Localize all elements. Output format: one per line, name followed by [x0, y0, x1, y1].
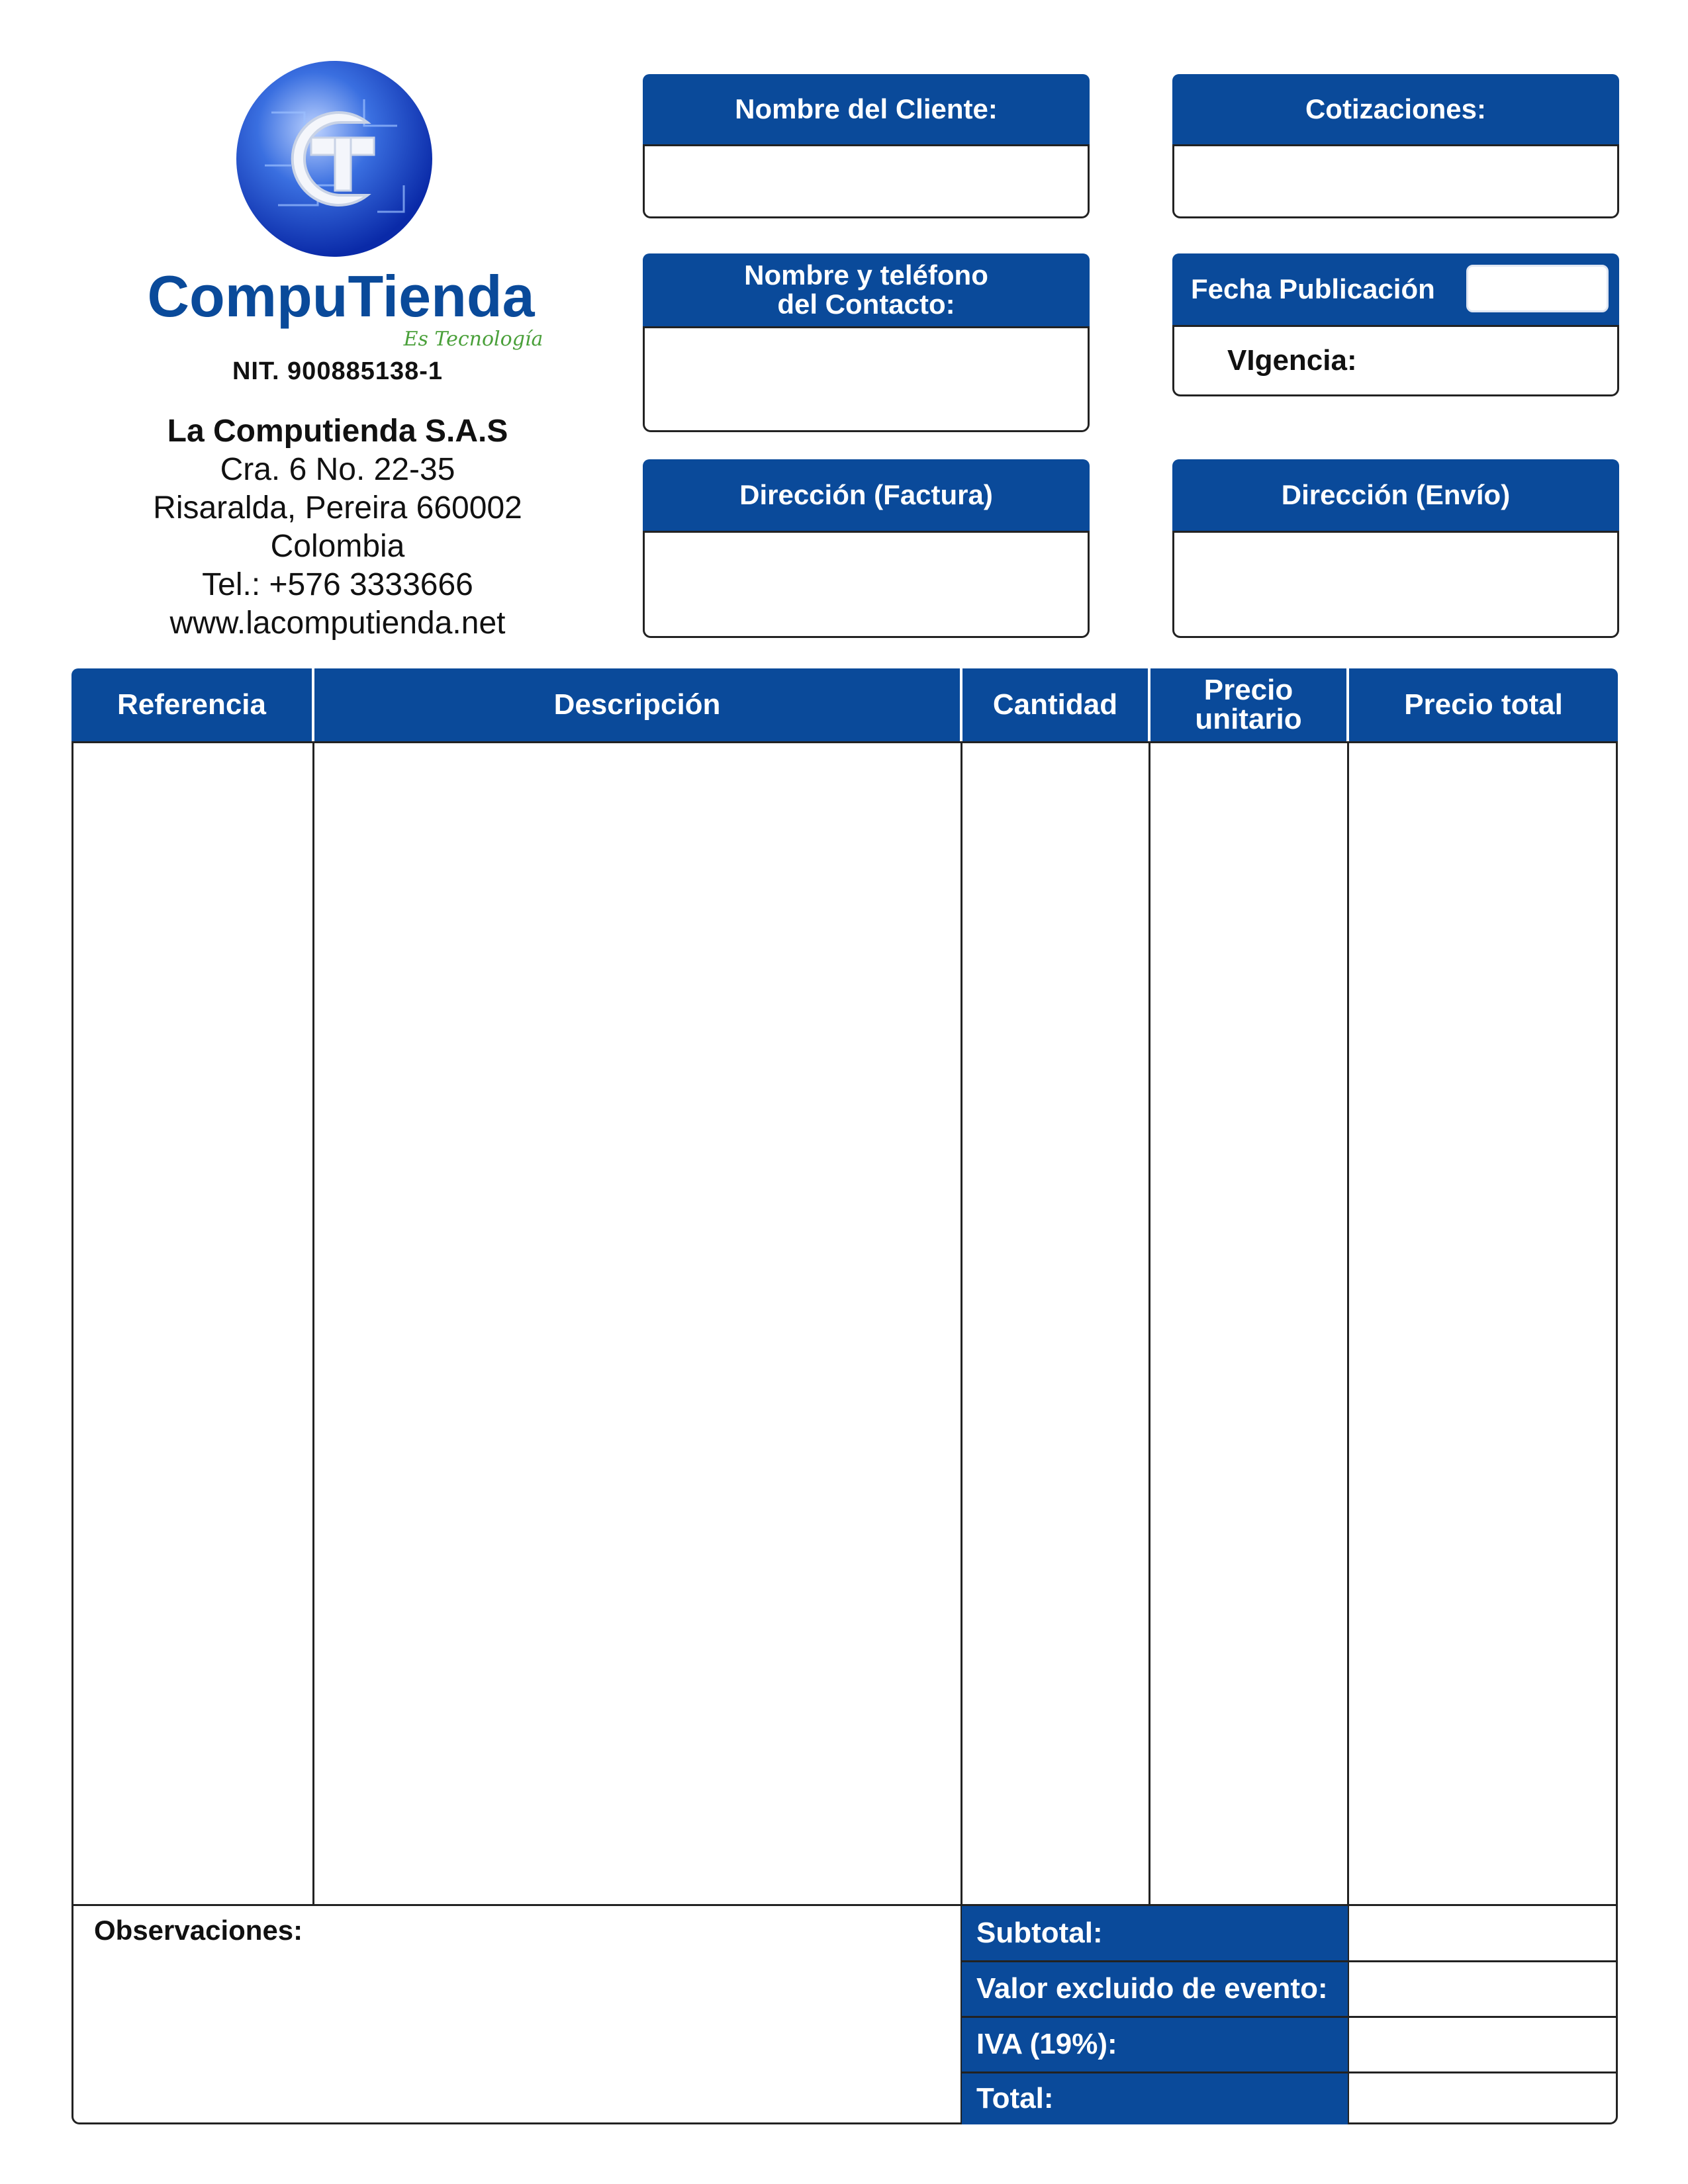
excluded-value[interactable]	[1349, 1962, 1616, 2016]
total-price-cell[interactable]	[1349, 743, 1616, 1904]
total-label: Total:	[962, 2073, 1348, 2124]
company-name: La Computienda S.A.S	[167, 414, 508, 449]
contact-label: Nombre y teléfono del Contacto:	[643, 253, 1090, 326]
observations-field[interactable]	[73, 1952, 961, 2122]
iva-label: IVA (19%):	[962, 2017, 1348, 2071]
col-header-total-price: Precio total	[1349, 668, 1618, 741]
billing-address-label: Dirección (Factura)	[643, 459, 1090, 531]
company-logo	[113, 60, 576, 357]
shipping-address-label: Dirección (Envío)	[1172, 459, 1619, 531]
reference-cell[interactable]	[73, 743, 312, 1904]
observations-label: Observaciones:	[94, 1915, 303, 1946]
excluded-value-label: Valor excluido de evento:	[962, 1962, 1348, 2016]
subtotal-value[interactable]	[1349, 1906, 1616, 1960]
validity-label: VIgencia:	[1227, 344, 1357, 377]
company-nit: NIT. 900885138-1	[232, 357, 444, 385]
iva-value[interactable]	[1349, 2018, 1616, 2071]
company-info	[79, 357, 596, 643]
company-address-line-2: Risaralda, Pereira 660002	[153, 490, 522, 525]
col-header-unit-price: Precio unitario	[1150, 668, 1346, 741]
contact-field[interactable]	[643, 326, 1090, 432]
publication-date-text: Fecha Publicación	[1191, 273, 1435, 304]
logo-wordmark: CompuTienda	[147, 263, 535, 329]
shipping-address-field[interactable]	[1172, 531, 1619, 638]
publication-date-input[interactable]	[1466, 265, 1609, 312]
company-country: Colombia	[270, 529, 405, 564]
logo-tagline: Es Tecnología	[403, 328, 543, 351]
validity-field[interactable]	[1172, 325, 1619, 396]
quantity-cell[interactable]	[962, 743, 1149, 1904]
subtotal-label: Subtotal:	[962, 1906, 1348, 1960]
total-value[interactable]	[1349, 2073, 1616, 2122]
company-website[interactable]: www.lacomputienda.net	[169, 606, 506, 641]
quotes-label: Cotizaciones:	[1172, 74, 1619, 144]
col-header-reference: Referencia	[71, 668, 312, 741]
client-name-field[interactable]	[643, 144, 1090, 218]
description-cell[interactable]	[314, 743, 961, 1904]
client-name-label: Nombre del Cliente:	[643, 74, 1090, 144]
company-phone: Tel.: +576 3333666	[202, 567, 473, 602]
col-header-quantity: Cantidad	[962, 668, 1148, 741]
col-header-description: Descripción	[314, 668, 960, 741]
billing-address-field[interactable]	[643, 531, 1090, 638]
company-address-line-1: Cra. 6 No. 22-35	[220, 452, 455, 487]
unit-price-cell[interactable]	[1150, 743, 1347, 1904]
quotes-field[interactable]	[1172, 144, 1619, 218]
